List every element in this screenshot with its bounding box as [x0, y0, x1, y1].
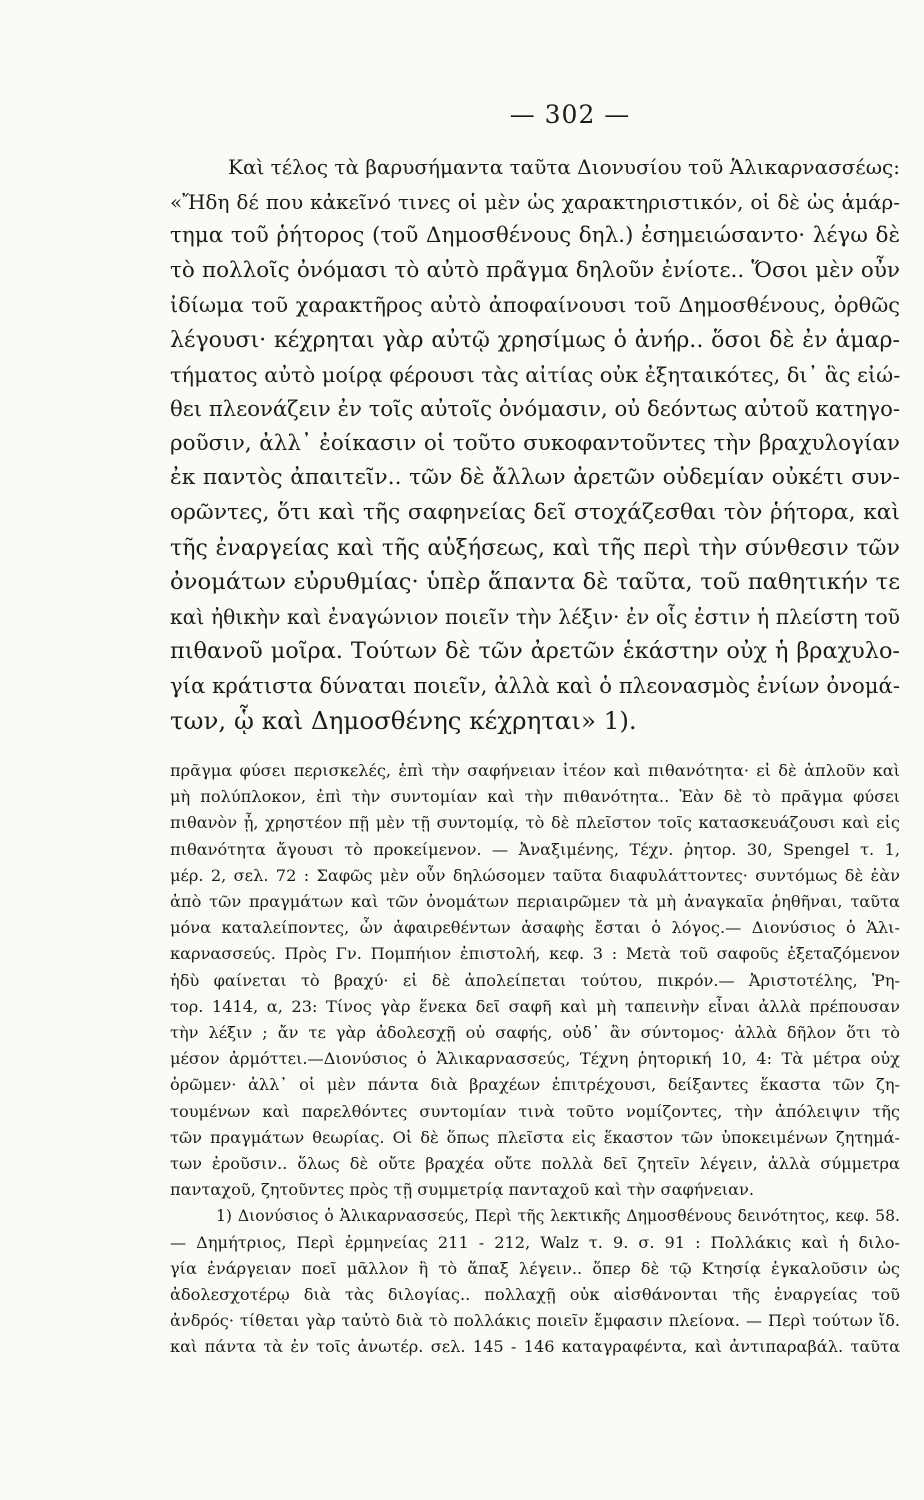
main-text [170, 150, 900, 738]
main-line: των, ᾧ καὶ Δημοσθένης κέχρηται» 1). [170, 705, 637, 735]
page-number: — 302 — [509, 100, 631, 129]
footnote-line: τουμένων καὶ παρελθόντες συντομίαν τινὰ τοῦτο νομίζοντες, τὴν ἀπόλειψιν τῆς [170, 1101, 900, 1121]
footnote-line: μὴ πολύπλοκον, ἐπὶ τὴν συντομίαν καὶ τὴν πιθανότητα.. Ἐὰν δὲ τὸ πρᾶγμα φύσει [170, 787, 900, 807]
main-line: τήματος αὐτὸ μοίρᾳ φέρουσι τὰς αἰτίας οὐκ ἐξηταικότες, δι᾽ ἃς εἰώ- [170, 362, 901, 387]
main-line: τὸ πολλοῖς ὀνόμασι τὸ αὐτὸ πρᾶγμα δηλοῦν ἐνίοτε.. Ὅσοι μὲν οὖν [170, 257, 900, 283]
main-line: ορῶντες, ὅτι καὶ τῆς σαφηνείας δεῖ στοχάζεσθαι τὸν ῥήτορα, καὶ [170, 499, 900, 525]
footnote-line: πιθανὸν ᾖ, χρηστέον πῇ μὲν τῇ συντομίᾳ, τὸ δὲ πλεῖστον τοῖς κατασκευάζουσι καὶ εἰς [170, 813, 900, 833]
footnote-1-line: καὶ πάντα τὰ ἐν τοῖς ἀνωτέρ. σελ. 145 - 146 καταγραφέντα, καὶ ἀντιπαραβάλ. ταῦτα [170, 1337, 900, 1357]
main-line: καὶ ἠθικὴν καὶ ἐναγώνιον ποιεῖν τὴν λέξιν· ἐν οἷς ἐστιν ἡ πλείστη τοῦ [170, 604, 900, 629]
main-line: τῆς ἐναργείας καὶ τῆς αὐξήσεως, καὶ τῆς περὶ τὴν σύνθεσιν τῶν [170, 534, 900, 561]
footnote-line: μόνα καταλείποντες, ὧν ἀφαιρεθέντων ἀσαφὴς ἔσται ὁ λόγος.— Διονύσιος ὁ Ἁλι- [170, 918, 900, 938]
footnote-line: μέσον ἁρμόττει.—Διονύσιος ὁ Ἁλικαρνασσεύς, Τέχνη ῥητορική 10, 4: Τὰ μέτρα οὐχ [170, 1049, 900, 1069]
footnote-line: τορ. 1414, α, 23: Τίνος γὰρ ἕνεκα δεῖ σαφῆ καὶ μὴ ταπεινὴν εἶναι ἀλλὰ πρέπουσαν [170, 996, 900, 1016]
footnote-1-line: ἀνδρός· τίθεται γὰρ ταὐτὸ διὰ τὸ πολλάκις ποιεῖν ἔμφασιν πλείονα. — Περὶ τούτων ἴδ. [170, 1311, 900, 1331]
main-line: τημα τοῦ ῥήτορος (τοῦ Δημοσθένους δηλ.) ἐσημειώσαντο· λέγω δὲ [170, 223, 900, 249]
footnote-line: μέρ. 2, σελ. 72 : Σαφῶς μὲν οὖν δηλώσομεν ταῦτα διαφυλάττοντες· συντόμως δὲ ἐὰν [170, 865, 900, 885]
footnote-1-line: ἀδολεσχοτέρῳ διὰ τὰς διλογίας.. πολλαχῇ οὐκ αἰσθάνονται τῆς ἐναργείας τοῦ [170, 1285, 900, 1305]
main-line: «Ἤδη δέ που κἀκεῖνό τινες οἱ μὲν ὡς χαρακτηριστικόν, οἱ δὲ ὡς ἁμάρ- [170, 189, 900, 214]
main-line: ὀνομάτων εὐρυθμίας· ὑπὲρ ἅπαντα δὲ ταῦτα, τοῦ παθητικήν τε [170, 569, 900, 596]
footnote-line: πανταχοῦ, ζητοῦντες πρὸς τῇ συμμετρίᾳ πανταχοῦ καὶ τὴν σαφήνειαν. [170, 1180, 755, 1200]
main-line: λέγουσι· κέχρηται γὰρ αὐτῷ χρησίμως ὁ ἀνήρ.. ὅσοι δὲ ἐν ἁμαρ- [170, 326, 900, 353]
footnote-1-line: γία ἐνάργειαν ποεῖ μᾶλλον ἢ τὸ ἅπαξ λέγειν.. ὅπερ δὲ τῷ Κτησίᾳ ἐγκαλοῦσιν ὡς [170, 1258, 900, 1278]
footnote-line: ὁρῶμεν· ἀλλ᾽ οἱ μὲν πάντα διὰ βραχέων ἐπιτρέχουσι, δείξαντες ἕκαστα τῶν ζη- [170, 1075, 900, 1095]
footnote-line: ἡδὺ φαίνεται τὸ βραχύ· εἰ δὲ ἀπολείπεται τούτου, πικρόν.— Ἀριστοτέλης, Ῥη- [170, 970, 900, 990]
main-line: γία κράτιστα δύναται ποιεῖν, ἀλλὰ καὶ ὁ πλεονασμὸς ἐνίων ὀνομά- [170, 672, 900, 698]
main-line: πιθανοῦ μοῖρα. Τούτων δὲ τῶν ἀρετῶν ἑκάστην οὐχ ἡ βραχυλο- [170, 638, 900, 665]
main-line: Καὶ τέλος τὰ βαρυσήμαντα ταῦτα Διονυσίου τοῦ Ἁλικαρνασσέως: [228, 155, 900, 179]
main-line: ἐκ παντὸς ἀπαιτεῖν.. τῶν δὲ ἄλλων ἀρετῶν οὐδεμίαν οὐκέτι συν- [170, 465, 900, 491]
footnote-1-line: — Δημήτριος, Περὶ ἑρμηνείας 211 - 212, Walz τ. 9. σ. 91 : Πολλάκις καὶ ἡ διλο- [170, 1232, 900, 1252]
main-line: ἰδίωμα τοῦ χαρακτῆρος αὐτὸ ἀποφαίνουσι τοῦ Δημοσθένους, ὀρθῶς [170, 293, 900, 318]
footnote-line: τῶν πραγμάτων θεωρίας. Οἱ δὲ ὅπως πλεῖστα εἰς ἕκαστον τῶν ὑποκειμένων ζητημά- [170, 1127, 900, 1147]
footnote-line: πιθανότητα ἄγουσι τὸ προκείμενον. — Ἀναξιμένης, Τέχν. ῥητορ. 30, Spengel τ. 1, [170, 839, 900, 859]
footnote-line: καρνασσεύς. Πρὸς Γν. Πομπήιον ἐπιστολή, κεφ. 3 : Μετὰ τοῦ σαφοῦς ἐξεταζόμενον [170, 944, 900, 964]
main-line: θει πλεονάζειν ἐν τοῖς αὐτοῖς ὀνόμασιν, οὐ δεόντως αὐτοῦ κατηγο- [170, 396, 900, 422]
footnote-line: τὴν λέξιν ; ἄν τε γὰρ ἀδολεσχῇ οὐ σαφής, οὐδ᾽ ἂν σύντομος· ἀλλὰ δῆλον ὅτι τὸ [170, 1023, 900, 1043]
footnotes [170, 758, 900, 1361]
footnote-line: πρᾶγμα φύσει περισκελές, ἐπὶ τὴν σαφήνειαν ἰτέον καὶ πιθανότητα· εἰ δὲ ἁπλοῦν καὶ [170, 761, 900, 780]
footnote-1-line: 1) Διονύσιος ὁ Ἁλικαρνασσεύς, Περὶ τῆς λεκτικῆς Δημοσθένους δεινότητος, κεφ. 58. [216, 1207, 900, 1226]
footnote-line: ἀπὸ τῶν πραγμάτων καὶ τῶν ὀνομάτων περιαιρῶμεν τὰ μὴ ἀναγκαῖα ῥηθῆναι, ταῦτα [170, 892, 900, 912]
footnote-line: των ἐροῦσιν.. ὅλως δὲ οὔτε βραχέα οὔτε πολλὰ δεῖ ζητεῖν λέγειν, ἀλλὰ σύμμετρα [170, 1154, 900, 1174]
main-line: ροῦσιν, ἀλλ᾽ ἐοίκασιν οἱ τοῦτο συκοφαντοῦντες τὴν βραχυλογίαν [170, 430, 900, 456]
